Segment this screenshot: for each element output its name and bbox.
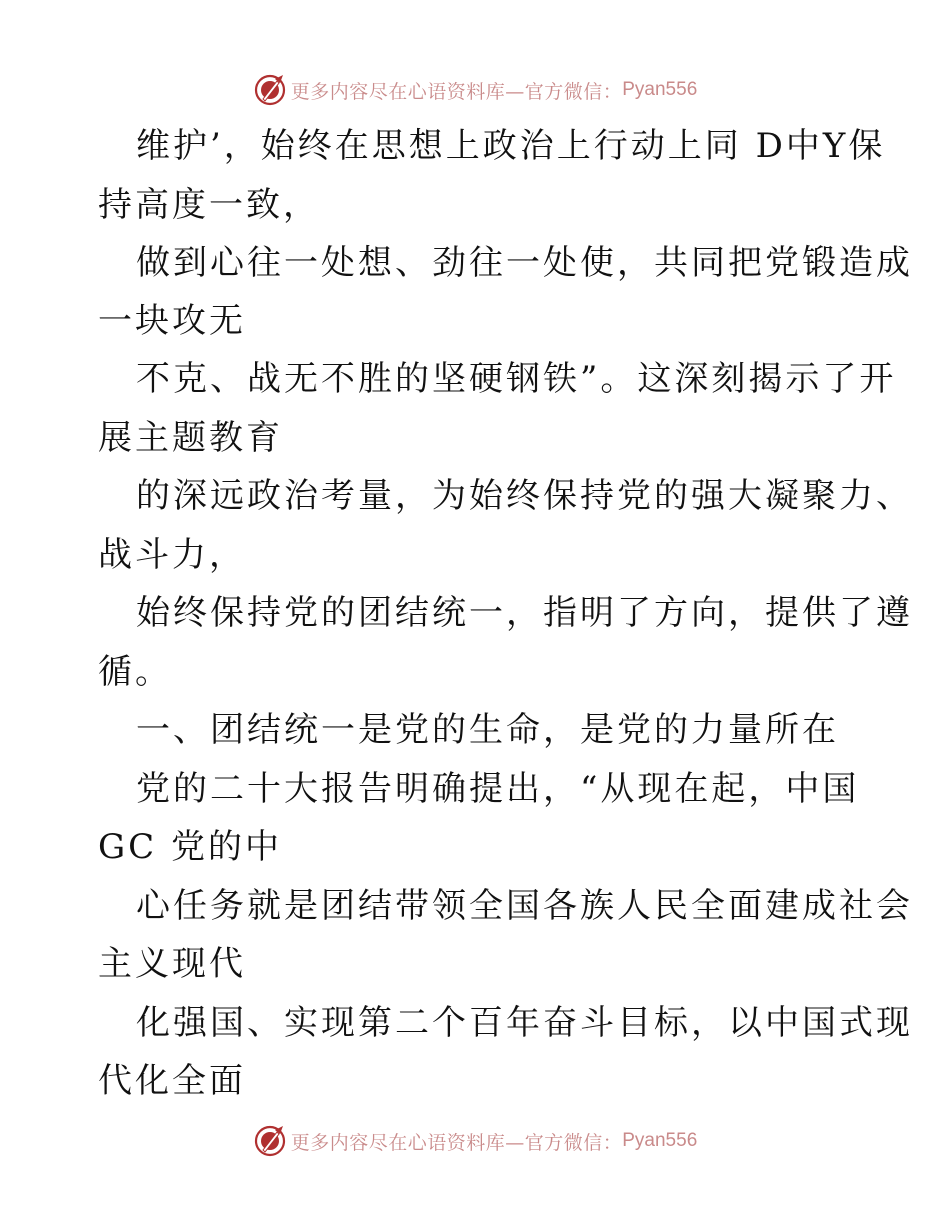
body-line: 始终保持党的团结统一，指明了方向，提供了遵 [136,593,913,633]
body-line: 战斗力， [98,535,246,575]
body-line: 展主题教育 [98,418,283,458]
body-line: 循。 [98,652,172,692]
body-line: 不克、战无不胜的坚硬钢铁”。这深刻揭示了开 [136,359,897,399]
body-line: 的深远政治考量，为始终保持党的强大凝聚力、 [136,476,913,516]
body-line: 持高度一致， [98,185,320,225]
body-line: 代化全面 [98,1061,246,1101]
watermark-text: 更多内容尽在心语资料库—官方微信： [290,1131,623,1154]
body-line: 心任务就是团结带领全国各族人民全面建成社会 [136,886,913,926]
body-line: 化强国、实现第二个百年奋斗目标，以中国式现 [136,1003,913,1043]
body-line: 做到心往一处想、劲往一处使，共同把党锻造成 [136,243,913,283]
section-heading: 一、团结统一是党的生命，是党的力量所在 [136,710,839,750]
body-line: GC 党的中 [98,827,282,867]
quill-pen-seal-icon [253,1124,287,1158]
body-line: 主义现代 [98,944,246,984]
body-line: 维护’，始终在思想上政治上行动上同 D中Y保 [136,126,886,166]
header-watermark [0,70,950,110]
watermark-text: 更多内容尽在心语资料库—官方微信： [290,80,623,103]
footer-watermark [0,1121,950,1161]
body-line: 党的二十大报告明确提出，“从现在起，中国 [136,769,860,809]
quill-pen-seal-icon [253,73,287,107]
watermark-contact: Pyan556 [622,79,698,100]
watermark-contact: Pyan556 [622,1130,698,1151]
body-line: 一块攻无 [98,301,246,341]
